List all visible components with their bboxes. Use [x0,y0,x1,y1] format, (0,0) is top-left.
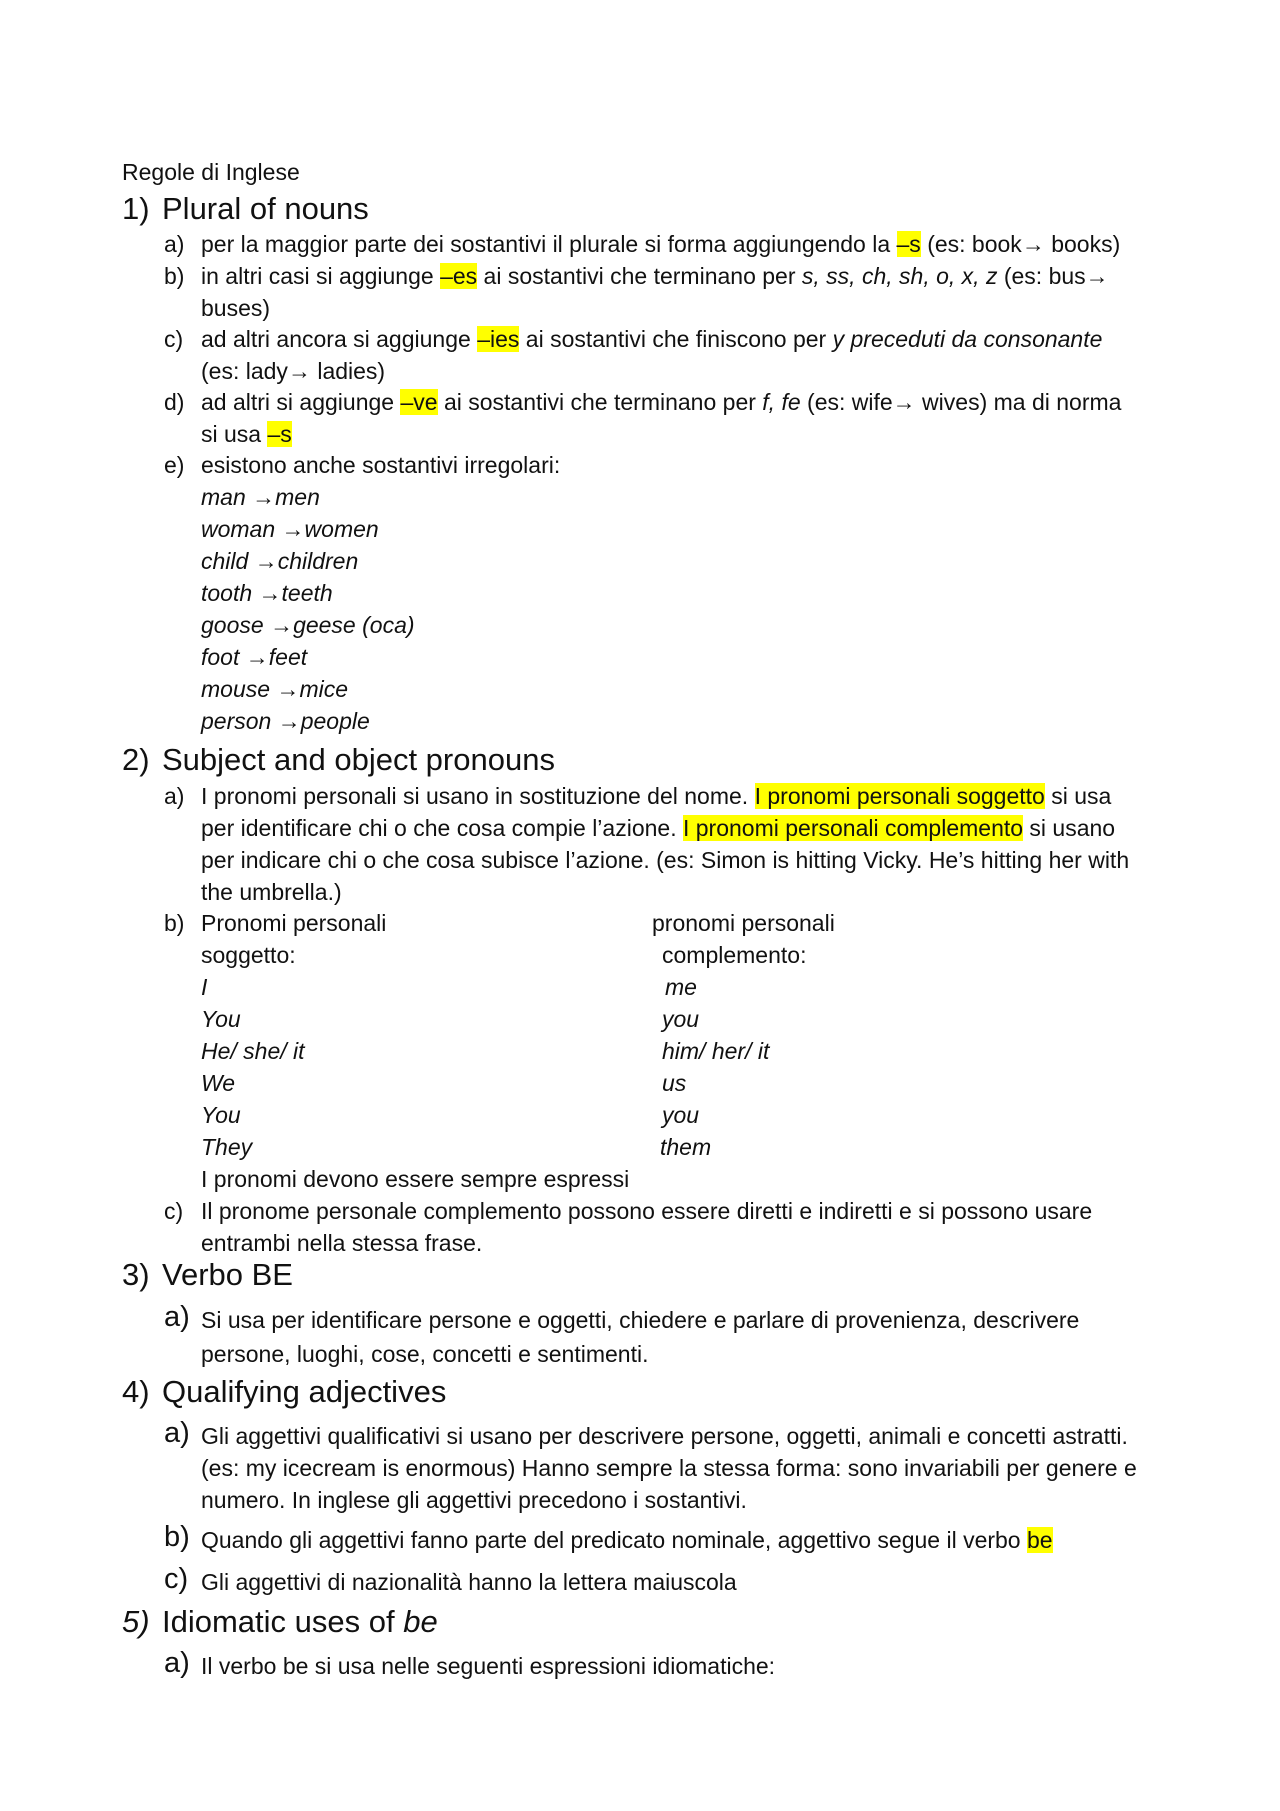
object-pronoun: you [662,1006,700,1032]
arrow-icon: → [892,389,916,415]
arrow-icon: → [258,580,282,606]
list-item-1b [164,260,1174,324]
item-label: b) [164,1521,190,1553]
section-heading-3 [122,1256,293,1294]
list-item-5a [164,1647,1174,1682]
irregular-plural: woman →women [201,516,379,542]
highlight: I pronomi personali complemento [682,815,1024,841]
list-item-1a [164,228,1174,260]
arrow-icon: → [1021,231,1045,257]
item-label: e) [164,452,185,478]
section-number: 4) [122,1374,150,1409]
item-text: Quando gli aggettivi fanno parte del predicato nominale, aggettivo segue il verbo be [201,1527,1053,1553]
highlight: I pronomi personali soggetto [754,783,1045,809]
section-number: 3) [122,1257,150,1292]
item-label: a) [164,1301,190,1333]
section-heading-2 [122,741,555,779]
highlight: –es [440,263,478,289]
item-text: I pronomi personali si usano in sostituzione del nome. I pronomi personali soggetto si usa per identificare chi o che cosa compie l’azione. I pronomi personali complemento si usano per indicare chi o che cosa subisce l’azione. (es: Simon is hitting Vicky. He’s hitting her with the umbrella.) [201,783,1130,905]
section-title: Plural of nouns [162,191,369,226]
list-item-1e [164,449,1174,481]
item-label: a) [164,1417,190,1449]
item-label: b) [164,910,185,936]
section-number: 5) [122,1604,150,1639]
object-header-2: complemento: [662,942,807,968]
irregular-plural: person →people [201,708,370,734]
item-text: ad altri ancora si aggiunge –ies ai sostantivi che finiscono per y preceduti da consonante (es: lady→ ladies) [201,326,1103,384]
object-pronoun: him/ her/ it [662,1038,770,1064]
arrow-icon: → [1085,263,1109,289]
item-label: a) [164,783,185,809]
list-item-2a [164,780,1174,908]
section-title: Idiomatic uses of [162,1604,404,1639]
object-header: pronomi personali [652,910,835,936]
irregular-plural: tooth →teeth [201,580,333,606]
arrow-icon: → [287,358,311,384]
irregular-plural: foot →feet [201,644,308,670]
section-heading-1 [122,190,369,228]
object-pronoun: me [665,974,697,1000]
item-label: a) [164,231,185,257]
object-pronoun: us [662,1070,687,1096]
arrow-icon: → [270,612,294,638]
list-item-4b [164,1521,1174,1556]
item-text: Il pronome personale complemento possono essere diretti e indiretti e si possono usare entrambi nella stessa frase. [201,1198,1093,1256]
arrow-icon: → [277,708,301,734]
item-label: a) [164,1647,190,1679]
pronoun-note: I pronomi devono essere sempre espressi [201,1166,630,1192]
item-text: Si usa per identificare persone e oggetti, chiedere e parlare di provenienza, descrivere persone, luoghi, cose, concetti e sentimenti. [201,1307,1080,1367]
irregular-plural: goose →geese (oca) [201,612,415,638]
section-number: 1) [122,191,150,226]
item-text: Il verbo be si usa nelle seguenti espressioni idiomatiche: [201,1653,776,1679]
section-title: Qualifying adjectives [162,1374,447,1409]
item-label: d) [164,389,185,415]
irregular-plural: man →men [201,484,320,510]
list-item-4c [164,1563,1174,1598]
list-item-4a [164,1417,1174,1516]
item-text: ad altri si aggiunge –ve ai sostantivi che terminano per f, fe (es: wife→ wives) ma di norma si usa –s [201,389,1122,447]
subject-header: Pronomi personali [201,910,387,936]
subject-pronoun: He/ she/ it [201,1038,305,1064]
arrow-icon: → [276,676,300,702]
subject-pronoun: We [201,1070,236,1096]
section-heading-4 [122,1373,446,1411]
arrow-icon: → [254,548,278,574]
highlight: –ies [477,326,520,352]
section-heading-5 [122,1603,438,1641]
highlight: be [1027,1527,1053,1553]
item-label: b) [164,263,185,289]
subject-header-2: soggetto: [201,942,296,968]
list-item-3a [164,1303,1174,1371]
item-text: per la maggior parte dei sostantivi il plurale si forma aggiungendo la –s (es: book→ books) [201,231,1121,257]
object-pronoun: you [662,1102,700,1128]
highlight: –s [896,231,921,257]
object-pronoun: them [660,1134,712,1160]
highlight: –ve [400,389,438,415]
section-title-italic: be [403,1604,438,1639]
item-text: in altri casi si aggiunge –es ai sostantivi che terminano per s, ss, ch, sh, o, x, z (es: bus→ buses) [201,263,1109,321]
item-text: esistono anche sostantivi irregolari: [201,452,561,478]
item-label: c) [164,326,184,352]
section-title: Verbo BE [162,1257,293,1292]
subject-pronoun: You [201,1102,241,1128]
item-text: Gli aggettivi di nazionalità hanno la lettera maiuscola [201,1569,737,1595]
irregular-plural: child →children [201,548,359,574]
subject-pronoun: I [201,974,208,1000]
subject-pronoun: You [201,1006,241,1032]
list-item-1d [164,386,1174,450]
irregular-plural: mouse →mice [201,676,348,702]
arrow-icon: → [252,484,276,510]
arrow-icon: → [245,644,269,670]
item-label: c) [164,1198,184,1224]
arrow-icon: → [281,516,305,542]
subject-pronoun: They [201,1134,253,1160]
section-title: Subject and object pronouns [162,742,555,777]
highlight: –s [267,421,292,447]
item-text: Gli aggettivi qualificativi si usano per descrivere persone, oggetti, animali e concetti astratti. (es: my icecream is enormous) Hanno sempre la stessa forma: sono invariabili per genere e numero. In inglese gli aggettivi precedono i sostantivi. [201,1423,1137,1513]
document-title: Regole di Inglese [122,159,300,185]
list-item-2c [164,1195,1174,1259]
section-number: 2) [122,742,150,777]
list-item-1c [164,323,1174,387]
item-label: c) [164,1563,189,1595]
